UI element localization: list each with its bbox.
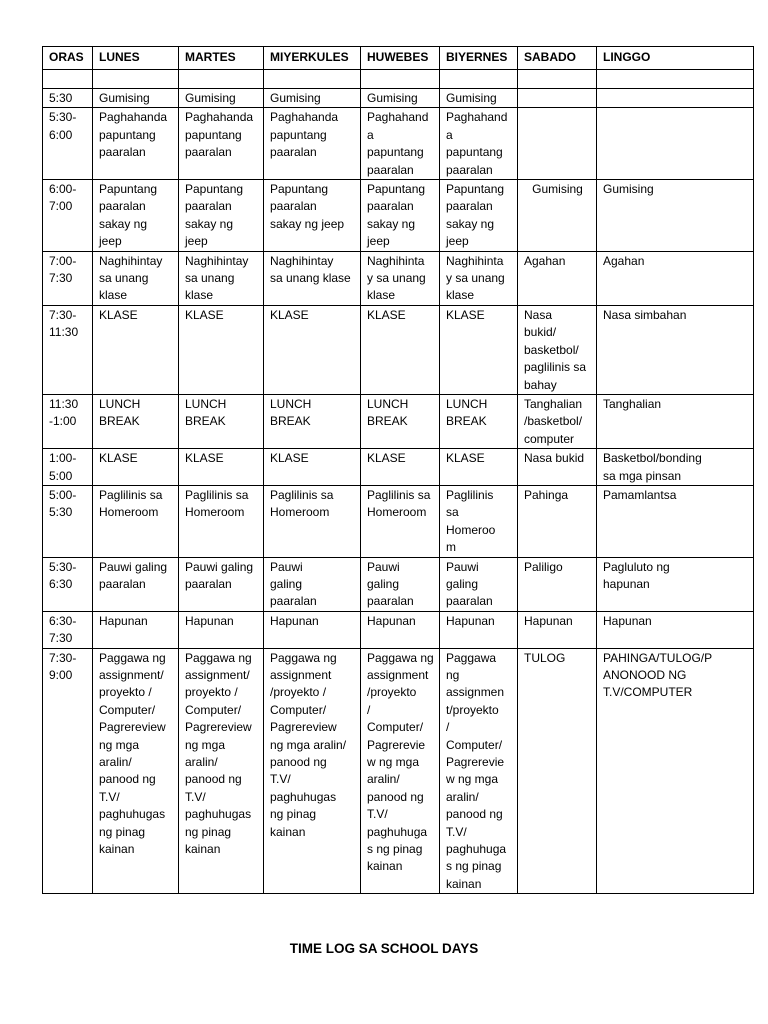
activity-cell-martes: Hapunan [179, 611, 264, 648]
activity-cell-huwebes: KLASE [361, 449, 440, 486]
activity-cell-lunes: Hapunan [93, 611, 179, 648]
activity-cell-martes: KLASE [179, 449, 264, 486]
activity-cell-biyernes: Pauwi galing paaralan [440, 557, 518, 611]
activity-cell-lunes: Paglilinis sa Homeroom [93, 485, 179, 557]
activity-cell-linggo [597, 70, 754, 89]
activity-cell-linggo: Pamamlantsa [597, 485, 754, 557]
activity-cell-martes: Paggawa ng assignment/ proyekto / Computer/ Pagrereview ng mga aralin/ panood ng T.V/ paghuhugas ng pinag kainan [179, 648, 264, 894]
activity-cell-biyernes: Gumising [440, 89, 518, 108]
activity-cell-miyerkules: KLASE [264, 305, 361, 394]
activity-cell-linggo: Tanghalian [597, 394, 754, 448]
activity-cell-miyerkules: LUNCH BREAK [264, 394, 361, 448]
activity-cell-sabado [518, 89, 597, 108]
activity-cell-huwebes: Paglilinis sa Homeroom [361, 485, 440, 557]
activity-cell-huwebes: Pauwi galing paaralan [361, 557, 440, 611]
activity-cell-biyernes: Hapunan [440, 611, 518, 648]
activity-cell-miyerkules: Gumising [264, 89, 361, 108]
activity-cell-linggo: PAHINGA/TULOG/P ANONOOD NG T.V/COMPUTER [597, 648, 754, 894]
activity-cell-miyerkules: Paglilinis sa Homeroom [264, 485, 361, 557]
activity-cell-martes [179, 70, 264, 89]
activity-cell-linggo [597, 108, 754, 180]
table-row [43, 180, 754, 252]
table-row [43, 485, 754, 557]
activity-cell-biyernes: KLASE [440, 305, 518, 394]
activity-cell-huwebes: Hapunan [361, 611, 440, 648]
table-row [43, 89, 754, 108]
activity-cell-sabado [518, 108, 597, 180]
time-cell: 1:00- 5:00 [43, 449, 93, 486]
activity-cell-biyernes: KLASE [440, 449, 518, 486]
activity-cell-huwebes [361, 70, 440, 89]
activity-cell-linggo: Basketbol/bonding sa mga pinsan [597, 449, 754, 486]
activity-cell-lunes: Pauwi galing paaralan [93, 557, 179, 611]
time-cell: 5:30- 6:30 [43, 557, 93, 611]
time-cell: 6:00- 7:00 [43, 180, 93, 252]
activity-cell-miyerkules: Paghahanda papuntang paaralan [264, 108, 361, 180]
activity-cell-biyernes: Naghihinta y sa unang klase [440, 251, 518, 305]
activity-cell-martes: LUNCH BREAK [179, 394, 264, 448]
activity-cell-biyernes: Paghahand a papuntang paaralan [440, 108, 518, 180]
header-row [43, 47, 754, 70]
activity-cell-martes: Gumising [179, 89, 264, 108]
activity-cell-martes: KLASE [179, 305, 264, 394]
activity-cell-lunes [93, 70, 179, 89]
activity-cell-lunes: KLASE [93, 305, 179, 394]
activity-cell-sabado: Paliligo [518, 557, 597, 611]
activity-cell-linggo: Nasa simbahan [597, 305, 754, 394]
activity-cell-huwebes: Papuntang paaralan sakay ng jeep [361, 180, 440, 252]
activity-cell-lunes: Papuntang paaralan sakay ng jeep [93, 180, 179, 252]
activity-cell-huwebes: LUNCH BREAK [361, 394, 440, 448]
activity-cell-lunes: KLASE [93, 449, 179, 486]
time-cell: 7:30- 11:30 [43, 305, 93, 394]
time-cell [43, 70, 93, 89]
activity-cell-biyernes: Papuntang paaralan sakay ng jeep [440, 180, 518, 252]
time-cell: 6:30- 7:30 [43, 611, 93, 648]
activity-cell-linggo: Gumising [597, 180, 754, 252]
activity-cell-linggo: Pagluluto ng hapunan [597, 557, 754, 611]
activity-cell-huwebes: Gumising [361, 89, 440, 108]
time-cell: 5:00- 5:30 [43, 485, 93, 557]
activity-cell-huwebes: KLASE [361, 305, 440, 394]
activity-cell-martes: Paglilinis sa Homeroom [179, 485, 264, 557]
activity-cell-huwebes: Paggawa ng assignment /proyekto / Computer/ Pagrerevie w ng mga aralin/ panood ng T.V/ paghuhuga s ng pinag kainan [361, 648, 440, 894]
column-header-miyerkules: MIYERKULES [264, 47, 361, 70]
table-row [43, 648, 754, 894]
activity-cell-sabado: Nasa bukid/ basketbol/ paglilinis sa bahay [518, 305, 597, 394]
activity-cell-huwebes: Naghihinta y sa unang klase [361, 251, 440, 305]
activity-cell-miyerkules: Hapunan [264, 611, 361, 648]
column-header-biyernes: BIYERNES [440, 47, 518, 70]
time-cell: 11:30 -1:00 [43, 394, 93, 448]
table-row [43, 557, 754, 611]
activity-cell-miyerkules: KLASE [264, 449, 361, 486]
activity-cell-sabado: Hapunan [518, 611, 597, 648]
activity-cell-sabado: Pahinga [518, 485, 597, 557]
activity-cell-linggo: Hapunan [597, 611, 754, 648]
table-row [43, 449, 754, 486]
table-body [43, 70, 754, 894]
activity-cell-biyernes: Paggawa ng assignmen t/proyekto / Computer/ Pagrerevie w ng mga aralin/ panood ng T.V/ paghuhuga s ng pinag kainan [440, 648, 518, 894]
column-header-sabado: SABADO [518, 47, 597, 70]
column-header-oras: ORAS [43, 47, 93, 70]
time-cell: 5:30- 6:00 [43, 108, 93, 180]
activity-cell-miyerkules: Naghihintay sa unang klase [264, 251, 361, 305]
activity-cell-martes: Paghahanda papuntang paaralan [179, 108, 264, 180]
column-header-linggo: LINGGO [597, 47, 754, 70]
column-header-martes: MARTES [179, 47, 264, 70]
activity-cell-lunes: LUNCH BREAK [93, 394, 179, 448]
table-row [43, 70, 754, 89]
column-header-huwebes: HUWEBES [361, 47, 440, 70]
activity-cell-miyerkules: Paggawa ng assignment /proyekto / Computer/ Pagrereview ng mga aralin/ panood ng T.V/ paghuhugas ng pinag kainan [264, 648, 361, 894]
table-row [43, 394, 754, 448]
activity-cell-martes: Naghihintay sa unang klase [179, 251, 264, 305]
table-row [43, 611, 754, 648]
activity-cell-biyernes: Paglilinis sa Homeroo m [440, 485, 518, 557]
column-header-lunes: LUNES [93, 47, 179, 70]
activity-cell-biyernes [440, 70, 518, 89]
activity-cell-miyerkules: Pauwi galing paaralan [264, 557, 361, 611]
activity-cell-sabado: Gumising [518, 180, 597, 252]
activity-cell-sabado: Tanghalian /basketbol/ computer [518, 394, 597, 448]
activity-cell-miyerkules: Papuntang paaralan sakay ng jeep [264, 180, 361, 252]
table-row [43, 251, 754, 305]
activity-cell-biyernes: LUNCH BREAK [440, 394, 518, 448]
time-cell: 7:00- 7:30 [43, 251, 93, 305]
activity-cell-sabado: Nasa bukid [518, 449, 597, 486]
activity-cell-martes: Pauwi galing paaralan [179, 557, 264, 611]
activity-cell-huwebes: Paghahand a papuntang paaralan [361, 108, 440, 180]
document-title: TIME LOG SA SCHOOL DAYS [289, 941, 479, 956]
activity-cell-miyerkules [264, 70, 361, 89]
activity-cell-martes: Papuntang paaralan sakay ng jeep [179, 180, 264, 252]
table-row [43, 305, 754, 394]
activity-cell-linggo [597, 89, 754, 108]
time-log-table [42, 46, 754, 894]
activity-cell-lunes: Paggawa ng assignment/ proyekto / Computer/ Pagrereview ng mga aralin/ panood ng T.V/ paghuhugas ng pinag kainan [93, 648, 179, 894]
activity-cell-lunes: Naghihintay sa unang klase [93, 251, 179, 305]
activity-cell-sabado: Agahan [518, 251, 597, 305]
activity-cell-lunes: Gumising [93, 89, 179, 108]
activity-cell-linggo: Agahan [597, 251, 754, 305]
time-cell: 5:30 [43, 89, 93, 108]
activity-cell-sabado [518, 70, 597, 89]
activity-cell-sabado: TULOG [518, 648, 597, 894]
time-cell: 7:30- 9:00 [43, 648, 93, 894]
activity-cell-lunes: Paghahanda papuntang paaralan [93, 108, 179, 180]
table-row [43, 108, 754, 180]
